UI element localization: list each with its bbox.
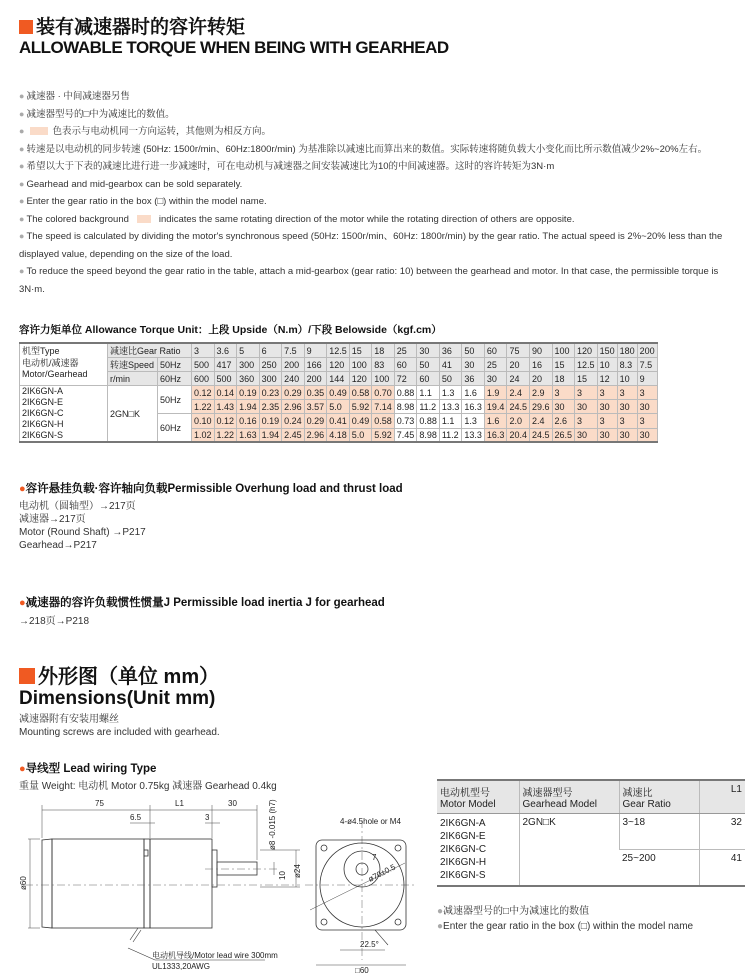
gearhead-model: 2GN□K <box>519 814 619 887</box>
motor-body <box>52 839 144 928</box>
torque_60_kgf-cell: 11.2 <box>439 428 462 442</box>
bullet-icon: ● <box>19 143 25 154</box>
torque_50_kgf-cell: 5.92 <box>349 400 372 414</box>
ratio-cell: 25~200 <box>622 853 656 865</box>
bullet-icon: ● <box>19 108 25 119</box>
torque_50_kgf-cell: 30 <box>552 400 575 414</box>
ratios-cell: 60 <box>484 343 507 358</box>
section-title-en: ALLOWABLE TORQUE WHEN BEING WITH GEARHEAD <box>19 38 449 57</box>
speed_50-cell: 300 <box>237 358 260 372</box>
torque_60_nm-cell: 0.88 <box>417 414 440 429</box>
dim-3: 3 <box>205 813 210 822</box>
header-gear-ratio: 减速比 Gear Ratio <box>619 780 699 814</box>
torque_60_kgf-cell: 30 <box>597 428 617 442</box>
orange-bullet-icon: ● <box>19 597 26 609</box>
torque_60_nm-cell: 3 <box>617 414 637 429</box>
lead-wire-label: 电动机导线/Motor lead wire 300mm <box>152 951 278 960</box>
header-motor-model: 电动机型号 Motor Model <box>437 780 519 814</box>
bullet-icon: ● <box>19 161 25 171</box>
speed_50-cell: 16 <box>529 358 552 372</box>
l1-cell: 41 <box>699 850 745 886</box>
speed_60-cell: 18 <box>552 372 575 386</box>
speed_50-cell: 12.5 <box>575 358 598 372</box>
ref-line: Motor (Round Shaft) →P217 <box>19 527 146 538</box>
torque_50_kgf-cell: 1.22 <box>192 400 215 414</box>
torque_50_kgf-cell: 16.3 <box>462 400 485 414</box>
note-item: ● The speed is calculated by dividing the motor's synchronous speed (50Hz: 1500r/min、60Hz: 1800r/min) by the gear ratio. The actual speed is 2%~20% less than the displayed value, depending on the size of the load. <box>19 231 723 260</box>
freq-60-label: 60Hz <box>158 372 192 386</box>
torque_50_nm-cell: 1.6 <box>462 386 485 400</box>
notes-list <box>19 88 744 298</box>
torque_50_nm-cell: 3 <box>617 386 637 400</box>
speed_60-cell: 50 <box>439 372 462 386</box>
torque_60_kgf-cell: 5.0 <box>349 428 372 442</box>
torque_60_kgf-cell: 30 <box>617 428 637 442</box>
torque_50_nm-cell: 0.70 <box>372 386 395 400</box>
ratios-cell: 3.6 <box>214 343 237 358</box>
torque_50_nm-cell: 1.9 <box>484 386 507 400</box>
overhung-refs <box>19 500 146 552</box>
torque_50_kgf-cell: 19.4 <box>484 400 507 414</box>
torque_50_kgf-cell: 7.14 <box>372 400 395 414</box>
torque_60_nm-cell: 1.3 <box>462 414 485 429</box>
l1-cell: 32 <box>699 814 745 850</box>
speed_60-cell: 360 <box>237 372 260 386</box>
dim-l1: L1 <box>175 799 184 808</box>
speed_50-cell: 50 <box>417 358 440 372</box>
torque_50_kgf-cell: 3.57 <box>304 400 327 414</box>
dim-d60: ø60 <box>19 876 28 890</box>
torque_50_kgf-cell: 29.6 <box>529 400 552 414</box>
bullet-icon: ● <box>19 126 25 136</box>
speed-unit: r/min <box>108 372 158 386</box>
torque_60_nm-cell: 2.4 <box>529 414 552 429</box>
dim-7: 7 <box>372 853 377 862</box>
dim-shaft: ø8 -0.015 (h7) <box>268 799 277 850</box>
ratios-cell: 200 <box>637 343 657 358</box>
speed_60-cell: 60 <box>417 372 440 386</box>
ratios-cell: 90 <box>529 343 552 358</box>
torque_50_nm-cell: 2.4 <box>507 386 530 400</box>
color-swatch <box>137 215 151 223</box>
torque_60_kgf-cell: 16.3 <box>484 428 507 442</box>
dim-75: 75 <box>95 799 104 808</box>
speed_50-cell: 100 <box>349 358 372 372</box>
torque_50_kgf-cell: 24.5 <box>507 400 530 414</box>
dimension-drawing <box>0 790 430 975</box>
torque_50_nm-cell: 1.3 <box>439 386 462 400</box>
torque_50_nm-cell: 0.12 <box>192 386 215 400</box>
torque_50_nm-cell: 3 <box>637 386 657 400</box>
dim-10: 10 <box>278 871 287 880</box>
note-item: ● 色表示与电动机同一方向运转，其他则为相反方向。 <box>19 126 271 137</box>
speed_50-cell: 7.5 <box>637 358 657 372</box>
torque_50_nm-cell: 0.14 <box>214 386 237 400</box>
ratios-cell: 9 <box>304 343 327 358</box>
torque_60_nm-cell: 0.29 <box>304 414 327 429</box>
speed_60-cell: 10 <box>617 372 637 386</box>
torque_60_kgf-cell: 4.18 <box>327 428 350 442</box>
freq-60-label: 60Hz <box>158 414 192 443</box>
note-item: ● 转速是以电动机的同步转速 (50Hz: 1500r/min、60Hz:1800r/min) 为基准除以减速比而算出来的数值。实际转速将随负载大小变化而比所示数值减少2%~20%左右。 <box>19 143 708 155</box>
torque_50_kgf-cell: 8.98 <box>394 400 417 414</box>
torque_60_nm-cell: 0.41 <box>327 414 350 429</box>
torque_60_kgf-cell: 1.63 <box>237 428 260 442</box>
speed_50-cell: 30 <box>462 358 485 372</box>
dimensions-title-cn: 外形图（单位 mm） <box>19 660 219 689</box>
ratios-cell: 30 <box>417 343 440 358</box>
torque_50_nm-cell: 0.35 <box>304 386 327 400</box>
speed_60-cell: 144 <box>327 372 350 386</box>
note-item: ● 减速器 · 中间减速器另售 <box>19 91 130 102</box>
torque_50_nm-cell: 0.29 <box>282 386 305 400</box>
color-swatch <box>30 127 48 135</box>
speed_60-cell: 12 <box>597 372 617 386</box>
speed-label: 转速Speed <box>108 358 158 372</box>
torque_50_nm-cell: 3 <box>575 386 598 400</box>
section-title-cn: 装有减速器时的容许转矩 <box>19 12 245 39</box>
ratios-cell: 150 <box>597 343 617 358</box>
ref-line: 电动机（圆轴型）→217页 <box>19 501 136 512</box>
torque_60_kgf-cell: 2.96 <box>304 428 327 442</box>
torque_60_nm-cell: 0.16 <box>237 414 260 429</box>
inertia-title: ●减速器的容许负载惯性惯量J Permissible load inertia J for gearhead <box>19 597 385 609</box>
torque_50_nm-cell: 0.49 <box>327 386 350 400</box>
note-item: ● Gearhead and mid-gearbox can be sold separately. <box>19 178 243 190</box>
speed_60-cell: 15 <box>575 372 598 386</box>
ref-line: Gearhead→P217 <box>19 540 97 551</box>
speed_60-cell: 36 <box>462 372 485 386</box>
speed_50-cell: 60 <box>394 358 417 372</box>
ratios-cell: 18 <box>372 343 395 358</box>
gear-ratio-label: 减速比Gear Ratio <box>108 343 192 358</box>
speed_50-cell: 25 <box>484 358 507 372</box>
speed_50-cell: 250 <box>259 358 282 372</box>
torque_60_nm-cell: 0.10 <box>192 414 215 429</box>
torque_60_nm-cell: 0.58 <box>372 414 395 429</box>
speed_60-cell: 100 <box>372 372 395 386</box>
torque_60_kgf-cell: 26.5 <box>552 428 575 442</box>
dim-pcd: ø70±0.5 <box>366 862 398 884</box>
dim-30: 30 <box>228 799 237 808</box>
footnote-en: ●Enter the gear ratio in the box (□) within the model name <box>437 921 694 932</box>
speed_50-cell: 500 <box>192 358 215 372</box>
freq-50-label: 50Hz <box>158 358 192 372</box>
torque_60_nm-cell: 0.19 <box>259 414 282 429</box>
speed_50-cell: 200 <box>282 358 305 372</box>
ratios-cell: 3 <box>192 343 215 358</box>
torque_50_nm-cell: 0.23 <box>259 386 282 400</box>
torque_60_kgf-cell: 2.45 <box>282 428 305 442</box>
speed_60-cell: 30 <box>484 372 507 386</box>
ratios-cell: 7.5 <box>282 343 305 358</box>
bullet-icon: ● <box>19 91 25 101</box>
freq-50-label: 50Hz <box>158 386 192 414</box>
speed_50-cell: 20 <box>507 358 530 372</box>
torque_50_kgf-cell: 2.96 <box>282 400 305 414</box>
torque_60_nm-cell: 3 <box>637 414 657 429</box>
dim-sq60: □60 <box>355 966 369 975</box>
gearhead-body <box>150 839 212 928</box>
torque_50_kgf-cell: 2.35 <box>259 400 282 414</box>
note-item: ● The colored background indicates the same rotating direction of the motor while the rotating direction of others are opposite. <box>19 213 575 225</box>
ratio-cell: 3~18 <box>619 814 699 850</box>
dim-angle: 22.5° <box>360 940 379 949</box>
torque_50_kgf-cell: 1.43 <box>214 400 237 414</box>
note-item: ● Enter the gear ratio in the box (□) within the model name. <box>19 196 267 207</box>
model-table <box>437 779 745 887</box>
ratios-cell: 25 <box>394 343 417 358</box>
speed_60-cell: 72 <box>394 372 417 386</box>
bullet-icon: ● <box>19 213 25 224</box>
torque_60_kgf-cell: 8.98 <box>417 428 440 442</box>
note-item: ● To reduce the speed beyond the gear ratio in the table, attach a mid-gearbox (gear ratio: 10) between the gearhead and motor. In that case, the permissible torque is 3N·m. <box>19 266 719 295</box>
motor-model-list: 2IK6GN-A 2IK6GN-E 2IK6GN-C 2IK6GN-H 2IK6GN-S <box>20 386 108 443</box>
torque_50_kgf-cell: 1.94 <box>237 400 260 414</box>
dimensions-note: 减速器附有安装用螺丝 Mounting screws are included with gearhead. <box>19 714 220 738</box>
ratios-cell: 5 <box>237 343 260 358</box>
ratios-cell: 100 <box>552 343 575 358</box>
torque_50_nm-cell: 0.88 <box>394 386 417 400</box>
ratios-cell: 180 <box>617 343 637 358</box>
torque_50_kgf-cell: 11.2 <box>417 400 440 414</box>
torque_60_kgf-cell: 30 <box>575 428 598 442</box>
orange-square-icon <box>19 20 33 34</box>
torque_60_kgf-cell: 30 <box>637 428 657 442</box>
ratios-cell: 36 <box>439 343 462 358</box>
ratios-cell: 6 <box>259 343 282 358</box>
ratios-cell: 15 <box>349 343 372 358</box>
torque_60_nm-cell: 2.6 <box>552 414 575 429</box>
speed_50-cell: 8.3 <box>617 358 637 372</box>
bullet-icon: ● <box>19 231 25 241</box>
torque_60_nm-cell: 0.73 <box>394 414 417 429</box>
dim-holes: 4-ø4.5hole or M4 <box>340 817 401 826</box>
dim-6-5: 6.5 <box>130 813 142 822</box>
torque_60_nm-cell: 0.12 <box>214 414 237 429</box>
torque-table <box>19 342 658 443</box>
motor-model-list: 2IK6GN-A 2IK6GN-E 2IK6GN-C 2IK6GN-H 2IK6GN-S <box>440 818 487 881</box>
bullet-icon: ● <box>19 178 25 189</box>
gearhead-model: 2GN□K <box>108 386 158 443</box>
speed_60-cell: 120 <box>349 372 372 386</box>
dimensions-title-en: Dimensions(Unit mm) <box>19 688 216 709</box>
speed_50-cell: 41 <box>439 358 462 372</box>
torque_50_kgf-cell: 30 <box>637 400 657 414</box>
torque_60_kgf-cell: 1.94 <box>259 428 282 442</box>
torque_50_nm-cell: 3 <box>552 386 575 400</box>
torque_60_nm-cell: 1.6 <box>484 414 507 429</box>
torque_60_kgf-cell: 5.92 <box>372 428 395 442</box>
speed_60-cell: 600 <box>192 372 215 386</box>
orange-square-icon <box>19 668 35 684</box>
speed_60-cell: 9 <box>637 372 657 386</box>
type-label: 机型Type <box>20 343 108 358</box>
orange-bullet-icon: ● <box>19 763 26 775</box>
speed_60-cell: 24 <box>507 372 530 386</box>
torque_50_kgf-cell: 30 <box>617 400 637 414</box>
torque_60_nm-cell: 0.24 <box>282 414 305 429</box>
torque_60_kgf-cell: 20.4 <box>507 428 530 442</box>
dim-d24: ø24 <box>293 864 302 878</box>
lead-wiring-title: ●导线型 Lead wiring Type <box>19 763 157 775</box>
speed_60-cell: 300 <box>259 372 282 386</box>
speed_50-cell: 15 <box>552 358 575 372</box>
model-footnotes <box>437 904 693 934</box>
torque_60_nm-cell: 2.0 <box>507 414 530 429</box>
torque_50_nm-cell: 2.9 <box>529 386 552 400</box>
overhung-title: ●容许悬挂负载·容许轴向负载Permissible Overhung load and thrust load <box>19 483 403 495</box>
torque_50_nm-cell: 1.1 <box>417 386 440 400</box>
speed_60-cell: 240 <box>282 372 305 386</box>
torque_50_kgf-cell: 5.0 <box>327 400 350 414</box>
torque_50_kgf-cell: 30 <box>575 400 598 414</box>
header-gearhead-model: 减速器型号 Gearhead Model <box>519 780 619 814</box>
speed_50-cell: 83 <box>372 358 395 372</box>
torque_50_kgf-cell: 30 <box>597 400 617 414</box>
torque_60_nm-cell: 1.1 <box>439 414 462 429</box>
torque_60_kgf-cell: 1.22 <box>214 428 237 442</box>
bullet-icon: ● <box>19 196 25 206</box>
footnote-cn: ●减速器型号的□中为减速比的数值 <box>437 906 590 917</box>
header-l1: L1 <box>699 780 745 814</box>
torque_60_kgf-cell: 7.45 <box>394 428 417 442</box>
torque_60_kgf-cell: 24.5 <box>529 428 552 442</box>
ratios-cell: 12.5 <box>327 343 350 358</box>
speed_50-cell: 10 <box>597 358 617 372</box>
speed_50-cell: 166 <box>304 358 327 372</box>
motor-end-cap <box>42 839 52 928</box>
speed_60-cell: 500 <box>214 372 237 386</box>
torque_60_nm-cell: 3 <box>575 414 598 429</box>
speed_50-cell: 417 <box>214 358 237 372</box>
speed_50-cell: 120 <box>327 358 350 372</box>
note-item: ● 减速器型号的□中为减速比的数值。 <box>19 108 175 120</box>
motor-gearhead-label: 电动机/减速器 Motor/Gearhead <box>20 358 108 386</box>
weight-text: 重量 Weight: 电动机 Motor 0.75kg 减速器 Gearhead 0.4kg <box>19 781 277 792</box>
torque_50_nm-cell: 0.58 <box>349 386 372 400</box>
bullet-icon: ● <box>19 266 25 276</box>
ratios-cell: 50 <box>462 343 485 358</box>
torque_60_nm-cell: 3 <box>597 414 617 429</box>
torque-table-title: 容许力矩单位 Allowance Torque Unit：上段 Upside（N.m）/下段 Belowside（kgf.cm） <box>19 324 442 336</box>
torque_60_kgf-cell: 13.3 <box>462 428 485 442</box>
output-shaft <box>217 862 257 875</box>
inertia-ref: →218页→P218 <box>19 616 90 627</box>
ratios-cell: 75 <box>507 343 530 358</box>
torque_60_kgf-cell: 1.02 <box>192 428 215 442</box>
lead-wire-spec: UL1333,20AWG <box>152 962 210 971</box>
speed_60-cell: 20 <box>529 372 552 386</box>
ratios-cell: 120 <box>575 343 598 358</box>
note-item: ● 希望以大于下表的减速比进行进一步减速时，可在电动机与减速器之间安装减速比为10的中间减速器。这时的容许转矩为3N·m <box>19 161 555 172</box>
speed_60-cell: 200 <box>304 372 327 386</box>
torque_50_kgf-cell: 13.3 <box>439 400 462 414</box>
motor-flange <box>144 839 150 928</box>
gearhead-boss <box>212 850 217 887</box>
torque_50_nm-cell: 0.19 <box>237 386 260 400</box>
key-mark <box>144 850 148 856</box>
ref-line: 减速器→217页 <box>19 514 86 525</box>
orange-bullet-icon: ● <box>19 483 26 495</box>
torque_60_nm-cell: 0.49 <box>349 414 372 429</box>
torque_50_nm-cell: 3 <box>597 386 617 400</box>
